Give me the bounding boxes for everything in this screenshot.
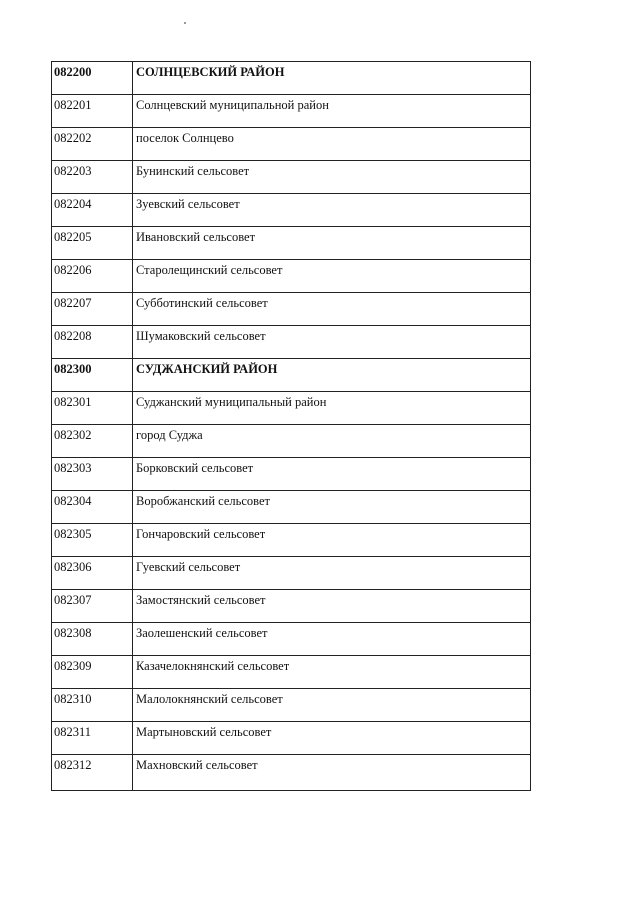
table-row xyxy=(52,656,531,689)
name-cell: Старолещинский сельсовет xyxy=(133,260,531,293)
name-cell: Борковский сельсовет xyxy=(133,458,531,491)
code-cell: 082310 xyxy=(52,689,133,722)
code-cell: 082312 xyxy=(52,755,133,791)
table-row xyxy=(52,425,531,458)
name-cell: Солнцевский муниципальной район xyxy=(133,95,531,128)
name-cell: Мартыновский сельсовет xyxy=(133,722,531,755)
table-row xyxy=(52,326,531,359)
code-cell: 082302 xyxy=(52,425,133,458)
code-cell: 082305 xyxy=(52,524,133,557)
name-cell: Гончаровский сельсовет xyxy=(133,524,531,557)
name-cell: Махновский сельсовет xyxy=(133,755,531,791)
table-row xyxy=(52,95,531,128)
name-cell: поселок Солнцево xyxy=(133,128,531,161)
name-cell: Гуевский сельсовет xyxy=(133,557,531,590)
name-cell: СОЛНЦЕВСКИЙ РАЙОН xyxy=(133,62,531,95)
code-cell: 082301 xyxy=(52,392,133,425)
table-row xyxy=(52,590,531,623)
code-cell: 082201 xyxy=(52,95,133,128)
code-cell: 082303 xyxy=(52,458,133,491)
code-cell: 082307 xyxy=(52,590,133,623)
table-row xyxy=(52,128,531,161)
table-row xyxy=(52,755,531,791)
table-row xyxy=(52,392,531,425)
code-cell: 082206 xyxy=(52,260,133,293)
table-row xyxy=(52,293,531,326)
table-row xyxy=(52,524,531,557)
table-body xyxy=(52,62,531,791)
table-row xyxy=(52,458,531,491)
code-cell: 082200 xyxy=(52,62,133,95)
code-cell: 082205 xyxy=(52,227,133,260)
code-cell: 082208 xyxy=(52,326,133,359)
name-cell: Ивановский сельсовет xyxy=(133,227,531,260)
table-row xyxy=(52,194,531,227)
name-cell: Субботинский сельсовет xyxy=(133,293,531,326)
name-cell: Суджанский муниципальный район xyxy=(133,392,531,425)
name-cell: Замостянский сельсовет xyxy=(133,590,531,623)
code-cell: 082304 xyxy=(52,491,133,524)
name-cell: Воробжанский сельсовет xyxy=(133,491,531,524)
table-row xyxy=(52,260,531,293)
table-heading-row xyxy=(52,62,531,95)
table-row xyxy=(52,623,531,656)
scan-speck xyxy=(184,22,186,24)
table-row xyxy=(52,557,531,590)
name-cell: Зуевский сельсовет xyxy=(133,194,531,227)
name-cell: Казачелокнянский сельсовет xyxy=(133,656,531,689)
name-cell: город Суджа xyxy=(133,425,531,458)
table-row xyxy=(52,491,531,524)
code-cell: 082204 xyxy=(52,194,133,227)
code-cell: 082300 xyxy=(52,359,133,392)
table-row xyxy=(52,161,531,194)
code-cell: 082203 xyxy=(52,161,133,194)
name-cell: Бунинский сельсовет xyxy=(133,161,531,194)
table-row xyxy=(52,689,531,722)
table-heading-row xyxy=(52,359,531,392)
table-row xyxy=(52,722,531,755)
name-cell: Малолокнянский сельсовет xyxy=(133,689,531,722)
code-cell: 082306 xyxy=(52,557,133,590)
name-cell: Заолешенский сельсовет xyxy=(133,623,531,656)
code-cell: 082308 xyxy=(52,623,133,656)
table-row xyxy=(52,227,531,260)
territory-code-table xyxy=(51,61,531,791)
code-cell: 082207 xyxy=(52,293,133,326)
name-cell: Шумаковский сельсовет xyxy=(133,326,531,359)
code-cell: 082202 xyxy=(52,128,133,161)
code-cell: 082311 xyxy=(52,722,133,755)
name-cell: СУДЖАНСКИЙ РАЙОН xyxy=(133,359,531,392)
code-cell: 082309 xyxy=(52,656,133,689)
